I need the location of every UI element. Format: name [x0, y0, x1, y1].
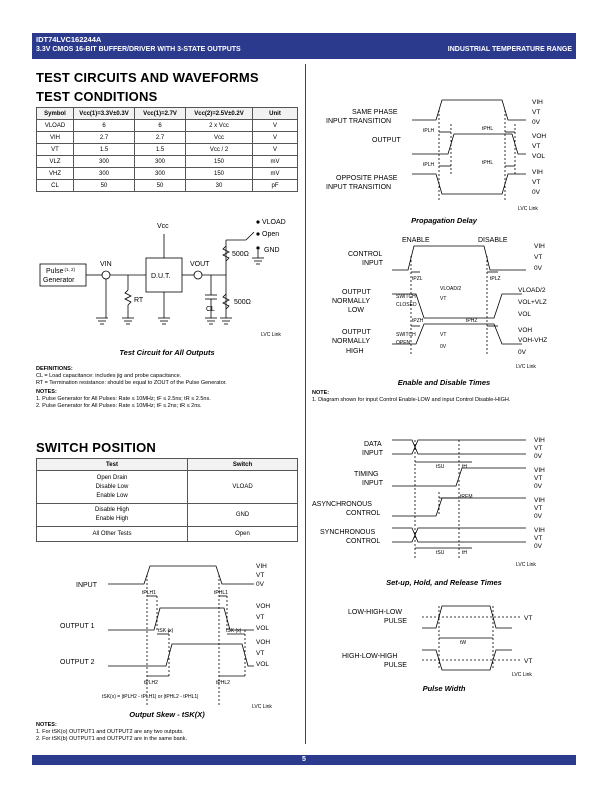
section-title-switch-position: SWITCH POSITION	[36, 440, 156, 455]
table-cell	[37, 471, 188, 504]
skew-notes	[36, 722, 298, 743]
table-cell: 50	[74, 180, 135, 192]
prop-0v-label-2: 0V	[532, 189, 540, 196]
sync-control-label: CONTROL	[346, 538, 381, 545]
en-vt-label: VT	[534, 254, 543, 261]
table-cell: V	[253, 120, 298, 132]
same-phase-transition-label: INPUT TRANSITION	[326, 118, 392, 125]
same-phase-label: SAME PHASE	[352, 109, 398, 116]
cl-label: CL	[206, 306, 215, 313]
table-header: Unit	[253, 108, 298, 120]
table-cell: Vcc	[186, 132, 253, 144]
table-header-row	[37, 108, 298, 120]
out-high-3: HIGH	[346, 348, 364, 355]
su-vih-label-3: VIH	[534, 497, 545, 504]
th-label-1: tH	[462, 464, 467, 470]
en-vol-label: VOL	[518, 311, 532, 318]
prop-output-label: OUTPUT	[372, 137, 401, 144]
lhl-pulse-label: LOW-HIGH-LOW	[348, 609, 402, 616]
su-vih-label-4: VIH	[534, 527, 545, 534]
section-title-test-conditions: TEST CONDITIONS	[36, 89, 158, 104]
pulse-text: Pulse	[46, 268, 64, 275]
pulse-superscript: (1, 2)	[64, 267, 76, 272]
out-high-1: OUTPUT	[342, 329, 371, 336]
dut-label: D.U.T.	[151, 273, 171, 280]
trem-label: tREM	[460, 494, 473, 500]
skew-vt-label: VT	[256, 572, 265, 579]
test-disable-low: Disable Low	[95, 483, 129, 490]
test-conditions-table	[36, 107, 298, 192]
table-cell: 300	[74, 168, 135, 180]
table-cell: VLZ	[37, 156, 74, 168]
test-open-drain: Open Drain	[96, 474, 128, 481]
open-label: Open	[262, 231, 280, 238]
output-skew-diagram	[36, 556, 298, 716]
setup-hold-diagram	[312, 436, 576, 572]
tskx-label-2: tSK (x)	[226, 628, 242, 634]
enable-disable-diagram	[312, 232, 576, 374]
test-enable-high: Enable High	[95, 516, 129, 522]
tplh1-label: tPLH1	[142, 590, 156, 596]
table-cell: VLOAD	[37, 120, 74, 132]
su-vt-label-3: VT	[534, 505, 543, 512]
pulse-width-caption: Pulse Width	[422, 684, 466, 693]
table-cell: V	[253, 132, 298, 144]
table-header-row	[37, 459, 298, 471]
test-enable-low: Enable Low	[96, 492, 128, 499]
skew-output1-label: OUTPUT 1	[60, 623, 95, 630]
table-cell: mV	[253, 168, 298, 180]
data-label: DATA	[364, 441, 382, 448]
en-0v-mid: 0V	[440, 344, 447, 350]
opposite-phase-label: OPPOSITE PHASE	[336, 175, 398, 182]
test-circuit-caption: Test Circuit for All Outputs	[119, 348, 215, 357]
lvc-link-prop: LVC Link	[518, 206, 538, 212]
opposite-phase-transition-label: INPUT TRANSITION	[326, 184, 392, 191]
en-voh-label: VOH	[518, 327, 533, 334]
enable-note-title: NOTE:	[312, 390, 330, 396]
skew-vol-label-1: VOL	[256, 625, 270, 632]
resistor-500-upper: 500Ω	[232, 251, 249, 258]
page-header	[32, 33, 576, 59]
tphl-label-1: tPHL	[482, 126, 494, 132]
hlh-pulse-label: HIGH-LOW-HIGH	[342, 653, 398, 660]
table-header: Vcc(1)=3.3V±0.3V	[74, 108, 135, 120]
control-input-label: INPUT	[362, 260, 383, 267]
su-0v-label-1: 0V	[534, 453, 542, 460]
table-cell: 300	[135, 156, 186, 168]
hlh-pulse-label-2: PULSE	[384, 662, 407, 669]
table-cell: V	[253, 144, 298, 156]
table-cell	[37, 504, 188, 527]
skew-voh-label-1: VOH	[256, 603, 271, 610]
propagation-delay-diagram	[312, 94, 576, 214]
switch-open-1: SWITCH	[396, 332, 416, 338]
table-cell: GND	[188, 504, 298, 527]
lvc-link-skew: LVC Link	[252, 704, 272, 710]
en-0v-label-2: 0V	[518, 349, 526, 356]
column-divider	[305, 64, 306, 744]
tpzh-label: tPZH	[412, 318, 424, 324]
control-label: CONTROL	[348, 251, 383, 258]
part-number: IDT74LVC162244A	[36, 35, 102, 44]
enable-note-1: 1. Diagram shown for input Control Enable-LOW and input Control Disable-HIGH.	[312, 397, 511, 403]
pulse-width-diagram	[312, 598, 576, 678]
tphz-label: tPHZ	[466, 318, 478, 324]
pw-vt-label-1: VT	[524, 615, 533, 622]
tphl1-label: tPHL1	[214, 590, 228, 596]
prop-vih-label-2: VIH	[532, 169, 543, 176]
table-cell: VHZ	[37, 168, 74, 180]
tw-label: tW	[460, 640, 467, 646]
prop-0v-label: 0V	[532, 119, 540, 126]
part-description: 3.3V CMOS 16-BIT BUFFER/DRIVER WITH 3-STATE OUTPUTS	[36, 46, 241, 53]
table-cell: Open	[188, 527, 298, 542]
su-vt-label-2: VT	[534, 475, 543, 482]
lhl-pulse-label-2: PULSE	[384, 618, 407, 625]
vcc-label: Vcc	[157, 223, 169, 230]
skew-vt-label-2: VT	[256, 650, 265, 657]
async-label: ASYNCHRONOUS	[312, 501, 372, 508]
definitions-title: DEFINITIONS:	[36, 366, 73, 372]
table-cell: 300	[135, 168, 186, 180]
table-row	[37, 132, 298, 144]
enable-note	[312, 390, 576, 404]
async-control-label: CONTROL	[346, 510, 381, 517]
lvc-link-circuit: LVC Link	[261, 332, 281, 338]
note-2: 2. Pulse Generator for All Pulses: Rate ≤ 10MHz; tF ≤ 2ns; tR ≤ 2ns.	[36, 403, 202, 409]
su-0v-label-2: 0V	[534, 483, 542, 490]
table-header: Symbol	[37, 108, 74, 120]
prop-vt-label-out: VT	[532, 143, 541, 150]
switch-closed-2: CLOSED	[396, 302, 417, 308]
table-cell: 6	[74, 120, 135, 132]
test-disable-high: Disable High	[94, 507, 130, 513]
skew-input-label: INPUT	[76, 582, 97, 589]
notes-title: NOTES:	[36, 389, 57, 395]
table-row	[37, 168, 298, 180]
table-cell: Vcc / 2	[186, 144, 253, 156]
en-vload2-label: VLOAD/2	[518, 287, 546, 294]
data-input-label: INPUT	[362, 450, 383, 457]
vout-label: VOUT	[190, 261, 210, 268]
enable-label: ENABLE	[402, 237, 430, 244]
en-vhz-label: VOH-VHZ	[518, 337, 548, 344]
su-vt-label-1: VT	[534, 445, 543, 452]
table-header: Vcc(2)=2.5V±0.2V	[186, 108, 253, 120]
su-0v-label-4: 0V	[534, 543, 542, 550]
prop-vt-label: VT	[532, 109, 541, 116]
table-cell: CL	[37, 180, 74, 192]
en-vt-mid: VT	[440, 296, 447, 302]
switch-open-2: OPEN	[396, 340, 411, 346]
vload-label: VLOAD	[262, 219, 286, 226]
table-cell: 50	[135, 180, 186, 192]
table-cell: 2.7	[74, 132, 135, 144]
rt-label: RT	[134, 297, 144, 304]
vin-label: VIN	[100, 261, 112, 268]
gnd-label: GND	[264, 247, 280, 254]
output-skew-caption: Output Skew - tSK(X)	[129, 710, 205, 719]
out-high-2: NORMALLY	[332, 338, 370, 345]
tsu-label-1: tSU	[436, 464, 445, 470]
table-cell: All Other Tests	[37, 527, 188, 542]
prop-vol-label: VOL	[532, 153, 546, 160]
skew-vih-label: VIH	[256, 563, 267, 570]
table-row	[37, 504, 298, 527]
definition-rt: RT = Termination resistance: should be equal to ZOUT of the Pulse Generator.	[36, 380, 227, 386]
section-title-test-circuits: TEST CIRCUITS AND WAVEFORMS	[36, 70, 259, 85]
en-0v-label: 0V	[534, 265, 542, 272]
table-cell: 150	[186, 168, 253, 180]
table-cell: VT	[37, 144, 74, 156]
table-cell: VLOAD	[188, 471, 298, 504]
table-cell: 2 x Vcc	[186, 120, 253, 132]
sync-label: SYNCHRONOUS	[320, 529, 376, 536]
su-vih-label-1: VIH	[534, 437, 545, 444]
table-row	[37, 527, 298, 542]
skew-note-2: 2. For tSK(b) OUTPUT1 and OUTPUT2 are in the same bank.	[36, 736, 187, 742]
table-cell: mV	[253, 156, 298, 168]
tplh-label-1: tPLH	[423, 128, 435, 134]
prop-voh-label: VOH	[532, 133, 547, 140]
skew-formula: tSK(x) = |tPLH2 - tPLH1| or |tPHL2 - tPHL1|	[102, 694, 199, 700]
pw-vt-label-2: VT	[524, 658, 533, 665]
timing-label: TIMING	[354, 471, 379, 478]
definition-cl: CL = Load capacitance: includes jig and probe capacitance.	[36, 373, 182, 379]
page-number: 5	[32, 755, 576, 765]
resistor-500-lower: 500Ω	[234, 299, 251, 306]
switch-position-table	[36, 458, 298, 542]
disable-label: DISABLE	[478, 237, 508, 244]
skew-notes-title: NOTES:	[36, 722, 57, 728]
table-row	[37, 120, 298, 132]
pulse-generator-label	[46, 267, 76, 275]
table-cell: 1.5	[74, 144, 135, 156]
tskx-label-1: tSK (x)	[158, 628, 174, 634]
tphl-label-2: tPHL	[482, 160, 494, 166]
table-cell: 150	[186, 156, 253, 168]
th-label-2: tH	[462, 550, 467, 556]
lvc-link-setup: LVC Link	[516, 562, 536, 568]
temperature-range: INDUSTRIAL TEMPERATURE RANGE	[447, 46, 572, 53]
timing-input-label: INPUT	[362, 480, 383, 487]
enable-disable-caption: Enable and Disable Times	[397, 378, 491, 387]
definitions-block	[36, 366, 298, 410]
setup-hold-caption: Set-up, Hold, and Release Times	[386, 578, 502, 587]
out-low-2: NORMALLY	[332, 298, 370, 305]
table-cell: pF	[253, 180, 298, 192]
tpzl-label: tPZL	[412, 276, 423, 282]
skew-vol-label-2: VOL	[256, 661, 270, 668]
table-cell: 2.7	[135, 132, 186, 144]
table-row	[37, 156, 298, 168]
out-low-1: OUTPUT	[342, 289, 371, 296]
lvc-link-pulse: LVC Link	[512, 672, 532, 678]
skew-0v-label: 0V	[256, 581, 264, 588]
en-vt-mid-2: VT	[440, 332, 447, 338]
tphl2-label: tPHL2	[216, 680, 230, 686]
en-vih-label: VIH	[534, 243, 545, 250]
generator-label: Generator	[43, 277, 75, 284]
table-header: Switch	[188, 459, 298, 471]
propagation-delay-caption: Propagation Delay	[411, 216, 477, 225]
en-vload2-mid: VLOAD/2	[440, 286, 462, 292]
table-cell: 6	[135, 120, 186, 132]
prop-vih-label: VIH	[532, 99, 543, 106]
su-vt-label-4: VT	[534, 535, 543, 542]
table-cell: 1.5	[135, 144, 186, 156]
test-circuit-diagram	[36, 210, 298, 358]
skew-output2-label: OUTPUT 2	[60, 659, 95, 666]
tplh-label-2: tPLH	[423, 162, 435, 168]
su-vih-label-2: VIH	[534, 467, 545, 474]
table-row	[37, 471, 298, 504]
skew-voh-label-2: VOH	[256, 639, 271, 646]
switch-closed-1: SWITCH	[396, 294, 416, 300]
note-1: 1. Pulse Generator for All Pulses: Rate ≤ 10MHz; tF ≤ 2.5ns; tR ≤ 2.5ns.	[36, 396, 211, 402]
table-row	[37, 180, 298, 192]
tsu-label-2: tSU	[436, 550, 445, 556]
table-cell: 300	[74, 156, 135, 168]
tplz-label: tPLZ	[490, 276, 501, 282]
skew-note-1: 1. For tSK(o) OUTPUT1 and OUTPUT2 are any two outputs.	[36, 729, 184, 735]
su-0v-label-3: 0V	[534, 513, 542, 520]
tplh2-label: tPLH2	[144, 680, 158, 686]
table-row	[37, 144, 298, 156]
table-cell: VIH	[37, 132, 74, 144]
skew-vt-label-1: VT	[256, 614, 265, 621]
table-header: Vcc(1)=2.7V	[135, 108, 186, 120]
table-cell: 30	[186, 180, 253, 192]
prop-vt-label-2: VT	[532, 179, 541, 186]
table-header: Test	[37, 459, 188, 471]
lvc-link-enable: LVC Link	[516, 364, 536, 370]
en-vlz-label: VOL+VLZ	[518, 299, 547, 306]
out-low-3: LOW	[348, 307, 364, 314]
